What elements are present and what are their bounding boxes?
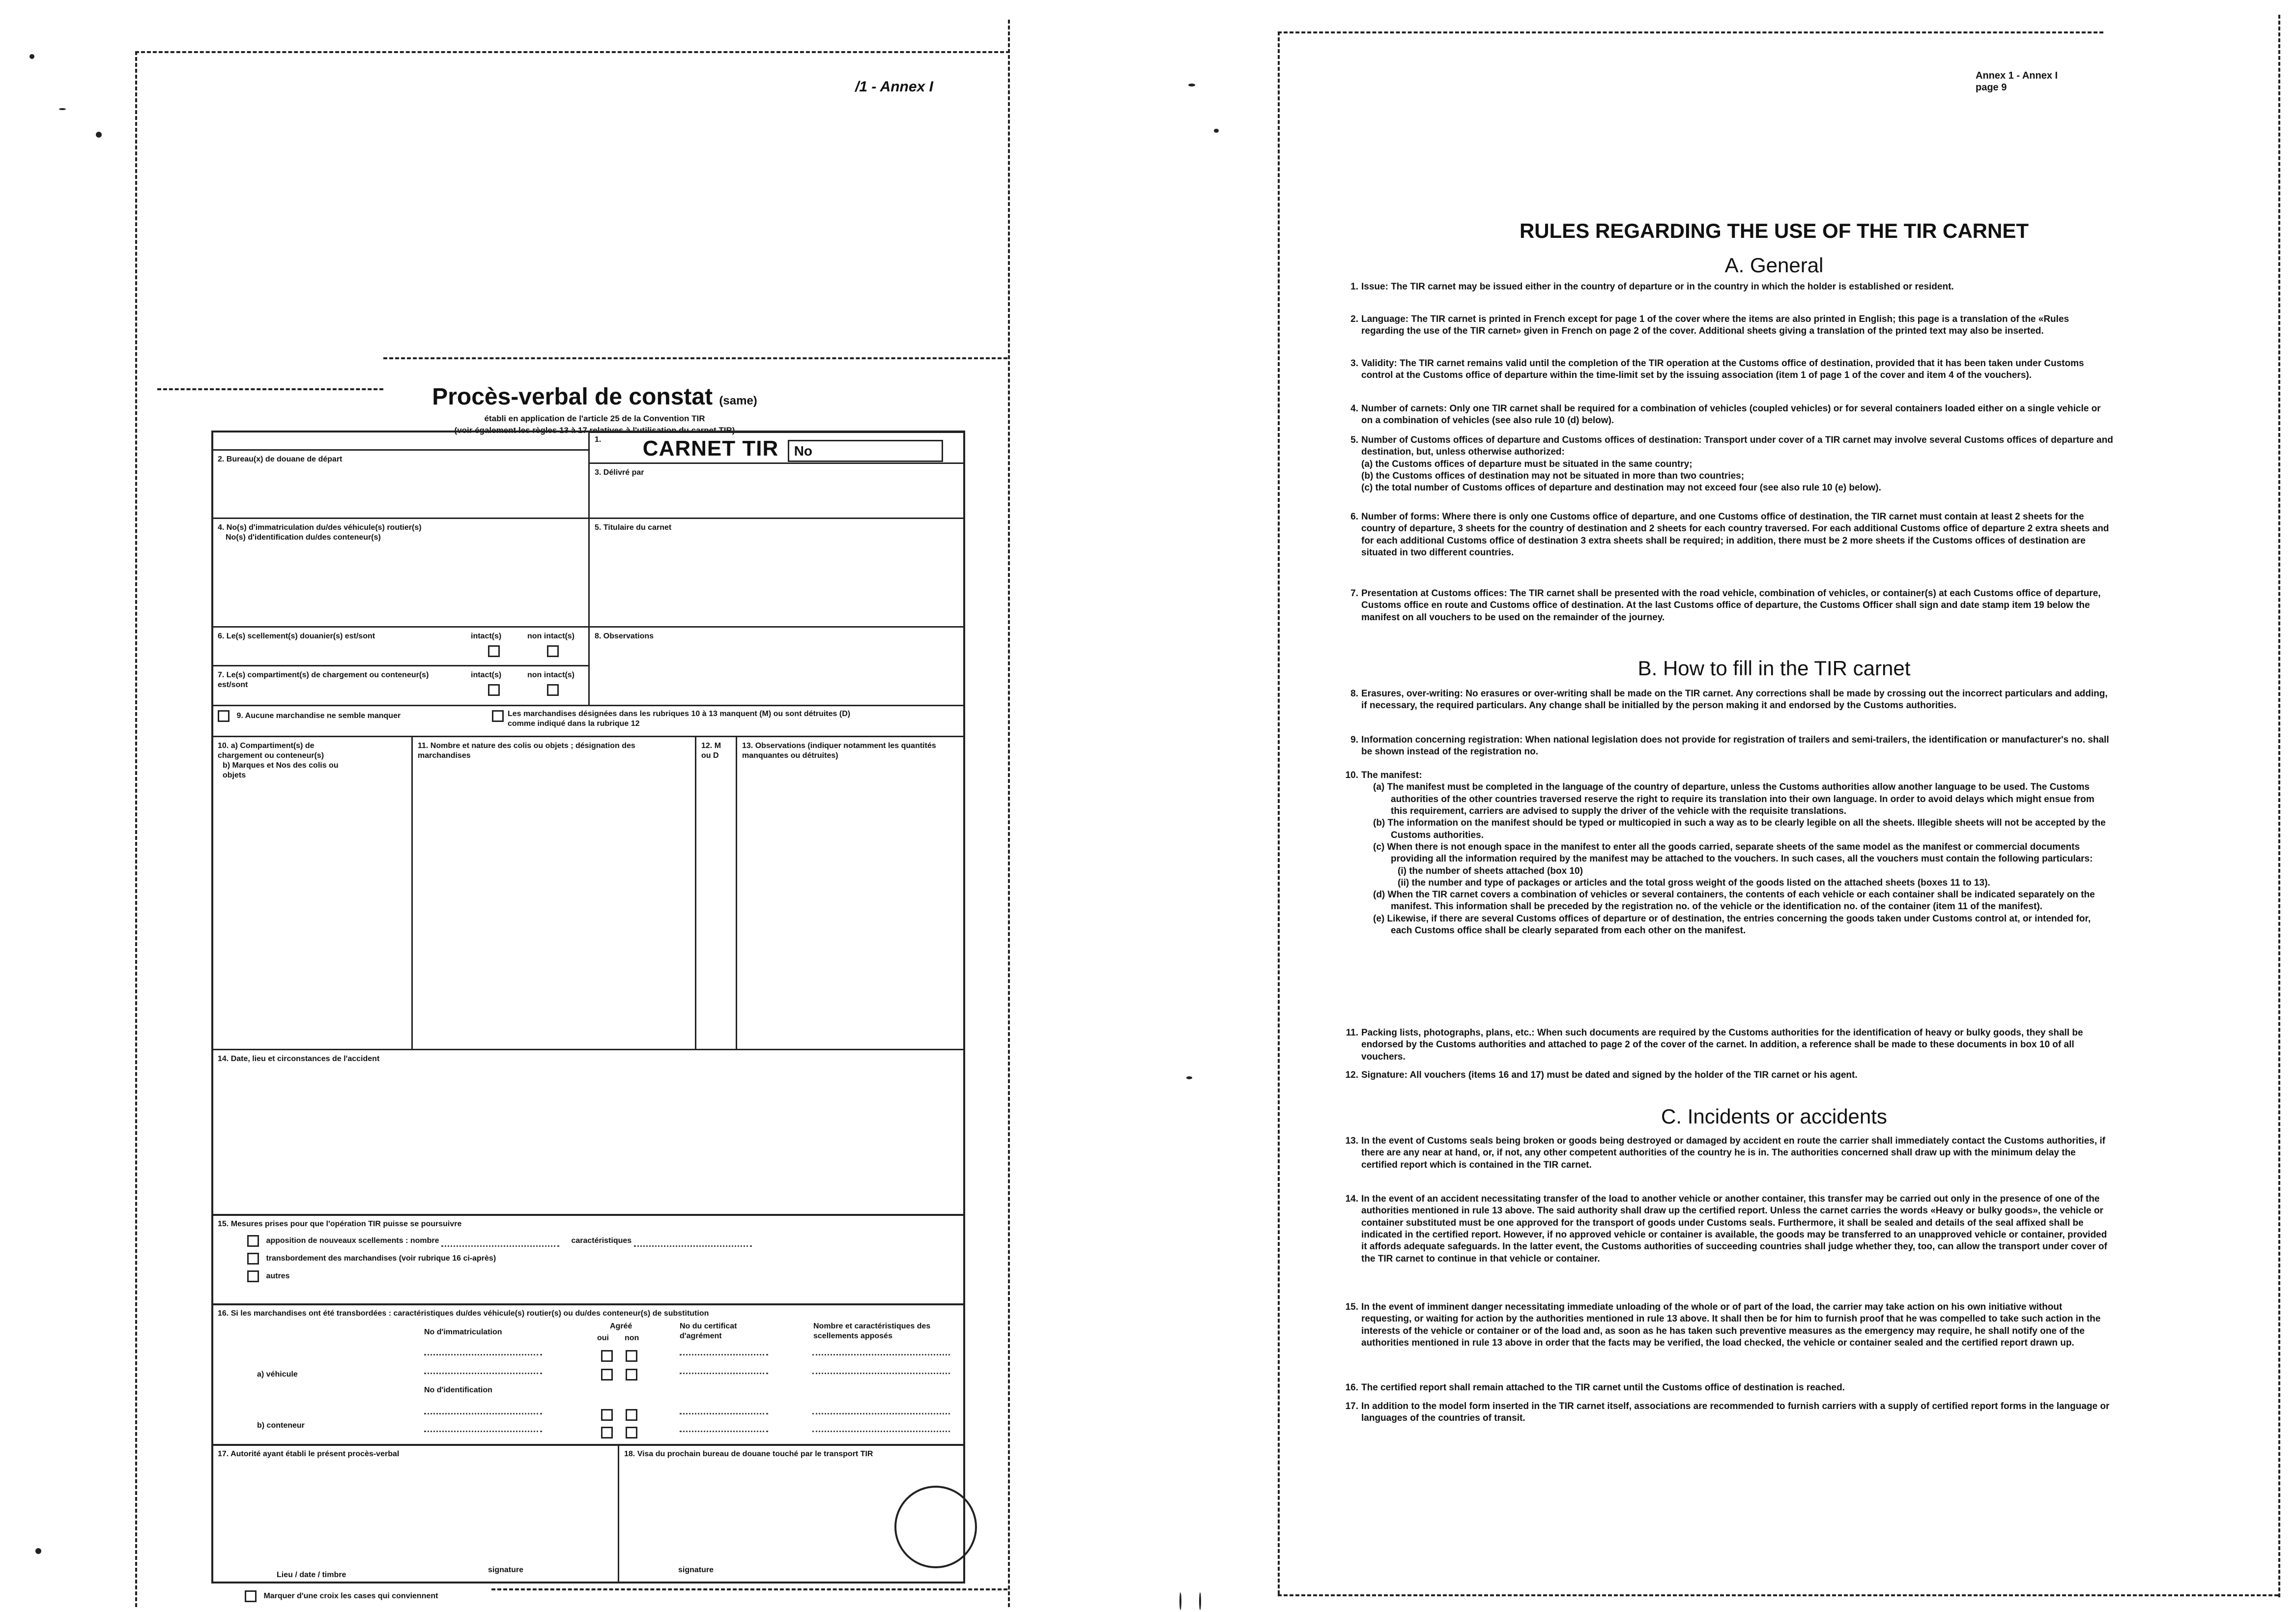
row-conteneur: b) conteneur (257, 1421, 305, 1430)
box-8-observations[interactable] (588, 626, 965, 706)
rule-5 (1350, 434, 2113, 494)
rule-1-num: 1. (1350, 282, 1358, 292)
conteneur-agree-oui-2[interactable] (601, 1427, 613, 1439)
scan-speck (59, 108, 66, 110)
box-3-issued-by[interactable] (588, 462, 965, 519)
box-11-packages[interactable] (411, 736, 696, 1050)
carnet-number-field[interactable] (788, 440, 943, 462)
box-18-label: 18. Visa du prochain bureau de douane touché par le transport TIR (624, 1450, 873, 1458)
box-18-visa[interactable] (618, 1444, 965, 1583)
rule-13-text: In the event of Customs seals being broken or goods being destroyed or damaged by accident en route the carrier shall immediately contact the Customs authorities, if there are any near at hand, or, if not, any other competent authorities of the country he is in. The authorities concerned shall draw up with the minimum delay the certified report which is contained in the TIR carnet. (1361, 1136, 2105, 1170)
box-17-label: 17. Autorité ayant établi le présent procès-verbal (218, 1450, 400, 1458)
pv-subtitle-1: établi en application de l'article 25 de la Convention TIR (484, 414, 705, 423)
box-2-departure-office[interactable] (211, 449, 590, 519)
box-9-goods-status (211, 705, 965, 737)
rule-6 (1350, 511, 2113, 559)
right-border-top (1278, 31, 2103, 33)
box-15-opt3-label: autres (266, 1272, 290, 1281)
rule-11 (1346, 1027, 2113, 1063)
signature-label-2: signature (678, 1566, 714, 1574)
conteneur-certif-field-2[interactable] (680, 1431, 768, 1432)
rule-16-num: 16. (1345, 1382, 1358, 1393)
box-15-other-checkbox[interactable] (247, 1270, 259, 1282)
stamp-circle (894, 1486, 977, 1568)
no-label: No (794, 443, 813, 459)
rule-10e: (e) Likewise, if there are several Customs offices of departure or of destination, the entries concerning the goods taken under Customs control at, or intended for, each Customs office shall be clearly separated from each other on the manifest. (1373, 913, 2091, 936)
rule-7-num: 7. (1350, 588, 1358, 599)
rule-3 (1350, 358, 2113, 382)
rule-14-num: 14. (1345, 1194, 1358, 1204)
annex-label-right (1976, 70, 2058, 93)
rule-5c: (c) the total number of Customs offices of departure and destination may not exceed four (see also rule 10 (e) below). (1361, 483, 1881, 493)
rule-6-num: 6. (1350, 512, 1358, 522)
rule-8-num: 8. (1350, 689, 1358, 699)
right-border-right (2278, 15, 2280, 1597)
box-15-opt1-label: apposition de nouveaux scellements : nombre (266, 1237, 439, 1245)
left-border-top (135, 51, 1010, 53)
rule-17-text: In addition to the model form inserted in the TIR carnet itself, associations are recommended to furnish carriers with a supply of certified report forms in the language or languages of the countries of transit. (1361, 1401, 2110, 1424)
conteneur-ident-field-2[interactable] (424, 1431, 542, 1432)
left-border-bottom (491, 1588, 1007, 1590)
rule-5b: (b) the Customs offices of destination may not be situated in more than two countries; (1361, 470, 1745, 481)
rule-16-text: The certified report shall remain attached to the TIR carnet until the Customs office of destination is reached. (1361, 1382, 1845, 1393)
rule-2-num: 2. (1350, 314, 1358, 324)
box-7-intact-checkbox[interactable] (488, 684, 500, 696)
conteneur-agree-oui-1[interactable] (601, 1409, 613, 1421)
rule-1 (1350, 281, 2113, 293)
box-3-label: 3. Délivré par (595, 468, 644, 477)
vehicule-seals-field-1[interactable] (812, 1354, 950, 1355)
annex-line-2: page 9 (1976, 82, 2007, 93)
rule-10c-i: (i) the number of sheets attached (box 10) (1398, 865, 1583, 876)
rule-12 (1345, 1069, 2113, 1081)
box-14-accident[interactable] (211, 1049, 965, 1216)
box-2-label: 2. Bureau(x) de douane de départ (218, 455, 343, 463)
rule-1-text: Issue: The TIR carnet may be issued either in the country of departure or in the country in which the holder is established or resident. (1361, 282, 1954, 292)
box-15-opt1b-label: caractéristiques (571, 1237, 632, 1245)
rule-14 (1345, 1193, 2113, 1265)
rule-4-num: 4. (1350, 403, 1358, 414)
fold-line (383, 357, 1007, 359)
scan-speck (96, 132, 102, 138)
box-15-seal-characteristics-field[interactable] (634, 1245, 752, 1247)
rule-5-text: Number of Customs offices of departure and Customs offices of destination: Transport under cover of a TIR carnet may involve several Customs offices of departure and destination, but, unless otherwise authorized: (1361, 435, 2113, 458)
rule-4-text: Number of carnets: Only one TIR carnet shall be required for a combination of vehicles (coupled vehicles) or for several containers loaded either on a single vehicle or on a combination of vehicles (see also rule 10 (d) below). (1361, 403, 2101, 426)
signature-label-1: signature (488, 1566, 524, 1574)
box-15-opt2-label: transbordement des marchandises (voir rubrique 16 ci-après) (266, 1254, 496, 1263)
carnet-header (588, 432, 965, 464)
col-oui: oui (597, 1334, 609, 1342)
rule-8-text: Erasures, over-writing: No erasures or over-writing shall be made on the TIR carnet. Any corrections shall be made by crossing out the incorrect particulars and adding, if necessary, the required particulars. Any change shall be initialled by the person making it and endorsed by the Customs authorities. (1361, 689, 2108, 711)
rule-5-num: 5. (1350, 435, 1358, 445)
section-b-heading: B. How to fill in the TIR carnet (1637, 657, 1911, 680)
annex-label: /1 - Annex I (855, 79, 933, 95)
vehicule-agree-non-2[interactable] (626, 1369, 637, 1381)
box-4-label: 4. No(s) d'immatriculation du/des véhicule(s) routier(s) (218, 523, 422, 532)
rule-11-num: 11. (1346, 1028, 1358, 1038)
box-15-seal-count-field[interactable] (441, 1245, 559, 1247)
box-17-authority[interactable] (211, 1444, 619, 1583)
rule-2-text: Language: The TIR carnet is printed in French except for page 1 of the cover where the items are also printed in English; this page is a translation of the «Rules regarding the use of the TIR carnet» given in French on page 2 of the cover. Additional sheets giving a translation of the printed text may also be inserted. (1361, 314, 2069, 337)
conteneur-certif-field-1[interactable] (680, 1413, 768, 1414)
box-8-label: 8. Observations (595, 632, 654, 640)
box-10b-label: b) Marques et Nos des colis ou objets (223, 761, 339, 779)
vehicule-seals-field-2[interactable] (812, 1373, 950, 1374)
footer-checkbox-icon (245, 1590, 257, 1602)
pv-title-suffix: (same) (719, 394, 757, 407)
rule-14-text: In the event of an accident necessitating transfer of the load to another vehicle or another container, this transfer may be carried out only in the presence of one of the authorities mentioned in rule 13 above. The said authority shall draw up the certified report. Unless the carnet carries the words «Heavy or bulky goods», the vehicle or container substituted must be one approved for the transport of goods under Customs seals. Furthermore, it shall be sealed and details of the seal affixed shall be indicated in the certified report. However, if no approved vehicle or container is available, the goods may be transferred to an unapproved vehicle or container, provided it affords adequate safeguards. In the latter event, the Customs authorities of succeeding countries shall judge whether they, too, can allow the transport under cover of the TIR carnet to continue in that vehicle or container. (1361, 1194, 2107, 1264)
box-10a-label: 10. a) Compartiment(s) de chargement ou conteneur(s) (218, 742, 324, 760)
pv-title-text: Procès-verbal de constat (432, 384, 713, 410)
conteneur-agree-non-1[interactable] (626, 1409, 637, 1421)
conteneur-agree-non-2[interactable] (626, 1427, 637, 1439)
vehicule-certif-field-2[interactable] (680, 1373, 768, 1374)
box-9b-label: Les marchandises désignées dans les rubriques 10 à 13 manquent (M) ou sont détruites (D) comme indiqué dans la rubrique 12 (508, 710, 851, 728)
rule-17-num: 17. (1345, 1401, 1358, 1411)
rule-10c: (c) When there is not enough space in the manifest to enter all the goods carried, separate sheets of the same model as the manifest or commercial documents providing all the information required by the manifest may be attached to the vouchers. In such cases, all the vouchers must contain the following particulars: (1373, 841, 2093, 864)
vehicule-certif-field-1[interactable] (680, 1354, 768, 1355)
right-border-bottom (1278, 1594, 2278, 1596)
scan-speck (1214, 129, 1219, 133)
col-agree: Agréé (610, 1322, 632, 1330)
rule-10c-ii: (ii) the number and type of packages or articles and the total gross weight of the goods listed on the attached sheets (boxes 11 to 13). (1398, 877, 1990, 888)
rule-7 (1350, 588, 2113, 624)
rule-9-num: 9. (1350, 735, 1358, 745)
carnet-title: CARNET TIR (642, 436, 779, 461)
rule-15 (1345, 1301, 2113, 1349)
box-14-label: 14. Date, lieu et circonstances de l'accident (218, 1055, 380, 1063)
conteneur-seals-field-1[interactable] (812, 1413, 950, 1414)
box-10-compartments[interactable] (211, 736, 413, 1050)
conteneur-seals-field-2[interactable] (812, 1431, 950, 1432)
rule-15-num: 15. (1345, 1302, 1358, 1312)
box-9-none-missing-checkbox[interactable] (218, 710, 230, 722)
scan-speck (35, 1548, 41, 1554)
rule-2 (1350, 314, 2113, 338)
footer-note (245, 1590, 438, 1602)
rule-10 (1345, 770, 2113, 937)
left-border-right (1008, 20, 1010, 1607)
box-15-new-seals-checkbox[interactable] (247, 1235, 259, 1247)
rule-10-text: The manifest: (1361, 770, 1422, 780)
box-9-label: 9. Aucune marchandise ne semble manquer (236, 712, 401, 720)
box-4-registration[interactable] (211, 518, 590, 628)
scan-speck (1179, 1592, 1181, 1610)
footer-check-text: Marquer d'une croix les cases qui conviennent (263, 1592, 438, 1601)
left-border-left (135, 51, 137, 1607)
box-7-non-intact: non intact(s) (527, 671, 574, 679)
conteneur-ident-field-1[interactable] (424, 1413, 542, 1414)
box-7-compartments (211, 665, 590, 706)
box-6-intact-checkbox[interactable] (488, 645, 500, 657)
col-scell: Nombre et caractéristiques des scellements apposés (813, 1322, 931, 1340)
box-15-label: 15. Mesures prises pour que l'opération TIR puisse se poursuivre (218, 1220, 462, 1228)
annex-line-1: Annex 1 - Annex I (1976, 70, 2058, 81)
rule-10b: (b) The information on the manifest should be typed or multicopied in such a way as to be clearly legible on all the sheets. Illegible sheets will not be accepted by the Customs authorities. (1373, 818, 2106, 840)
box-13-observations[interactable] (736, 736, 965, 1050)
box-12-label: 12. M ou D (701, 742, 721, 760)
rule-3-num: 3. (1350, 358, 1358, 369)
rules-title: RULES REGARDING THE USE OF THE TIR CARNET (1519, 219, 2029, 242)
rule-13-num: 13. (1345, 1136, 1358, 1146)
box-6-seals (211, 626, 590, 666)
box-13-label: 13. Observations (indiquer notamment les quantités manquantes ou détruites) (742, 742, 936, 760)
box-12-m-or-d[interactable] (695, 736, 737, 1050)
col-non: non (625, 1334, 639, 1342)
pv-subtitle-2: (voir également les règles 13 à 17 relatives à l'utilisation du carnet TIR) (454, 426, 735, 435)
rule-11-text: Packing lists, photographs, plans, etc.: When such documents are required by the Customs authorities for the identification of heavy or bulky goods, they shall be endorsed by the Customs authorities and attached to page 2 of the cover of the carnet. In addition, a reference shall be made to these documents in box 10 of all vouchers. (1361, 1028, 2083, 1062)
rule-10a: (a) The manifest must be completed in the language of the country of departure, unless the Customs authorities allow another language to be used. The Customs authorities of the other countries traversed reserve the right to require its translation into their own language. In order to avoid delays which might ensue from this requirement, carriers are advised to supply the driver of the vehicle with the requisite translations. (1373, 782, 2095, 816)
vehicule-agree-non-1[interactable] (626, 1350, 637, 1362)
pv-title (192, 383, 998, 410)
box-11-label: 11. Nombre et nature des colis ou objets ; désignation des marchandises (418, 742, 635, 760)
box-1-num: 1. (595, 435, 602, 444)
rule-4 (1350, 403, 2113, 427)
vehicule-immat-field-2[interactable] (424, 1373, 542, 1374)
box-6-non-intact-checkbox[interactable] (547, 645, 559, 657)
rule-17 (1345, 1401, 2113, 1425)
lieu-date-label: Lieu / date / timbre (277, 1571, 346, 1579)
col-ident: No d'identification (424, 1386, 492, 1394)
section-a-heading: A. General (1724, 254, 1824, 277)
box-16-substitute (211, 1303, 965, 1446)
rule-9 (1350, 734, 2113, 758)
box-7-non-intact-checkbox[interactable] (547, 684, 559, 696)
box-9-missing-checkbox[interactable] (492, 710, 504, 722)
box-6-non-intact: non intact(s) (527, 632, 574, 640)
vehicule-immat-field-1[interactable] (424, 1354, 542, 1355)
box-6-intact: intact(s) (471, 632, 502, 640)
box-16-label: 16. Si les marchandises ont été transbordées : caractéristiques du/des véhicule(s) routier(s) ou du/des conteneur(s) de substitution (218, 1309, 709, 1318)
row-vehicule: a) véhicule (257, 1370, 298, 1379)
box-6-label: 6. Le(s) scellement(s) douanier(s) est/sont (218, 632, 375, 640)
box-5-label: 5. Titulaire du carnet (595, 523, 672, 532)
rule-10-num: 10. (1345, 770, 1358, 780)
scan-speck (1188, 84, 1195, 86)
box-4b-label: No(s) d'identification du/des conteneur(s) (226, 533, 381, 542)
scan-speck (1186, 1076, 1192, 1079)
col-immat: No d'immatriculation (424, 1328, 502, 1336)
rule-10d: (d) When the TIR carnet covers a combination of vehicles or several containers, the contents of each vehicle or each container shall be indicated separately on the manifest. This information shall be preceded by the registration no. of the vehicle or the identification no. of the container (item 11 of the manifest). (1373, 890, 2095, 912)
rule-12-text: Signature: All vouchers (items 16 and 17) must be dated and signed by the holder of the TIR carnet or his agent. (1361, 1070, 1858, 1080)
box-15-measures (211, 1214, 965, 1305)
rule-13 (1345, 1135, 2113, 1171)
col-certif: No du certificat d'agrément (680, 1322, 737, 1340)
rule-15-text: In the event of imminent danger necessitating immediate unloading of the whole or of part of the load, the carrier may take action on his own initiative without requesting, or waiting for action by the authorities mentioned in rule 13 above. It shall then be for him to furnish proof that he was compelled to take such action in the interests of the vehicle or container or of the load and, as soon as he has taken such preventive measures as the emergency may require, he shall notify one of the authorities mentioned in rule 13 above in order that the facts may be verified, the load checked, the vehicle or container sealed and the certified report drawn up. (1361, 1302, 2101, 1348)
rule-3-text: Validity: The TIR carnet remains valid until the completion of the TIR operation at the Customs office of destination, provided that it has been taken under Customs control at the Customs office of departure within the time-limit set by the issuing association (item 1 of page 1 of the cover and item 4 of the vouchers). (1361, 358, 2084, 381)
box-7-intact: intact(s) (471, 671, 502, 679)
rule-12-num: 12. (1345, 1070, 1358, 1080)
rule-6-text: Number of forms: Where there is only one Customs office of departure, and one Customs office of destination, the TIR carnet must contain at least 2 sheets for the country of departure, 3 sheets for the country of destination and 2 sheets for each country traversed. For each additional Customs office of departure 2 extra sheets and for each additional Customs office of destination 3 extra sheets shall be required; in addition, there must be 2 more sheets if the Customs offices of destination are situated in two different countries. (1361, 512, 2109, 558)
box-7-label: 7. Le(s) compartiment(s) de chargement ou conteneur(s) est/sont (218, 671, 429, 689)
rule-8 (1350, 688, 2113, 712)
box-5-holder[interactable] (588, 518, 965, 628)
rule-5a: (a) the Customs offices of departure must be situated in the same country; (1361, 459, 1693, 469)
box-15-transfer-checkbox[interactable] (247, 1253, 259, 1265)
scan-speck (29, 54, 34, 59)
scan-speck (1199, 1592, 1201, 1610)
vehicule-agree-oui-1[interactable] (601, 1350, 613, 1362)
rule-9-text: Information concerning registration: When national legislation does not provide for registration of trailers and semi-trailers, the identification or manufacturer's no. shall be shown instead of the registration no. (1361, 735, 2109, 757)
rule-7-text: Presentation at Customs offices: The TIR carnet shall be presented with the road vehicle, combination of vehicles, or container(s) at each Customs office of departure, Customs office en route and Customs office of destination. At the last Customs office of departure, the Customs Officer shall sign and date stamp item 19 below the manifest on all vouchers to be used on the remainder of the journey. (1361, 588, 2101, 623)
section-c-heading: C. Incidents or accidents (1661, 1105, 1887, 1128)
vehicule-agree-oui-2[interactable] (601, 1369, 613, 1381)
right-border-left (1278, 31, 1280, 1594)
rule-16 (1345, 1382, 2113, 1394)
